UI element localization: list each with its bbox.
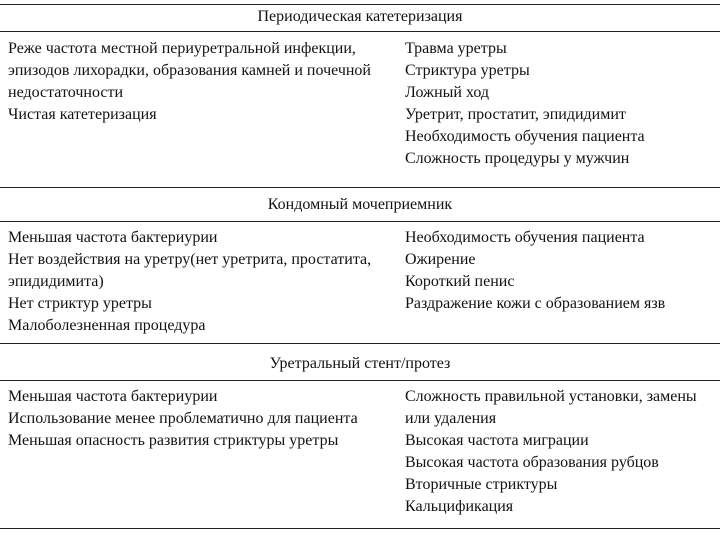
list-item: Вторичные стриктуры (405, 476, 558, 493)
list-item: Раздражение кожи с образованием язв (405, 295, 666, 312)
list-item: Сложность правильной установки, замены (405, 388, 697, 405)
list-item: эпизодов лихорадки, образования камней и почечной (8, 62, 371, 79)
advantages-list (8, 386, 393, 452)
section-rule (0, 343, 720, 344)
section-rule (0, 221, 720, 222)
list-item: Травма уретры (405, 40, 507, 57)
list-item: Короткий пенис (405, 273, 515, 290)
list-item: Уретрит, простатит, эпидидимит (405, 106, 626, 123)
list-item: Необходимость обучения пациента (405, 229, 645, 246)
disadvantages-list (405, 227, 710, 315)
section-title: Периодическая катетеризация (257, 8, 463, 25)
table-top-rule (0, 4, 720, 5)
disadvantages-list (405, 38, 710, 170)
disadvantages-list (405, 386, 710, 518)
section-rule (0, 31, 720, 32)
list-item: Малоболезненная процедура (8, 317, 206, 334)
list-item: Кальцификация (405, 498, 514, 515)
list-item: или удаления (405, 410, 497, 427)
list-item: Ожирение (405, 251, 476, 268)
section-title: Кондомный мочеприемник (267, 196, 453, 213)
list-item: недостаточности (8, 84, 123, 101)
table-bottom-rule (0, 528, 720, 529)
advantages-list (8, 38, 393, 126)
list-item: Меньшая опасность развития стриктуры уретры (8, 432, 339, 449)
list-item: Чистая катетеризация (8, 106, 157, 123)
list-item: эпидидимита) (8, 273, 104, 290)
section-title: Уретральный стент/протез (269, 355, 451, 372)
section-rule (0, 187, 720, 188)
list-item: Сложность процедуры у мужчин (405, 150, 630, 167)
list-item: Нет воздействия на уретру(нет уретрита, простатита, (8, 251, 372, 268)
advantages-list (8, 227, 393, 337)
list-item: Использование менее проблематично для пациента (8, 410, 358, 427)
list-item: Стриктура уретры (405, 62, 530, 79)
section-rule (0, 380, 720, 381)
list-item: Необходимость обучения пациента (405, 128, 645, 145)
list-item: Нет стриктур уретры (8, 295, 152, 312)
list-item: Меньшая частота бактериурии (8, 388, 218, 405)
list-item: Высокая частота миграции (405, 432, 589, 449)
list-item: Меньшая частота бактериурии (8, 229, 218, 246)
list-item: Реже частота местной периуретральной инфекции, (8, 40, 356, 57)
list-item: Ложный ход (405, 84, 490, 101)
list-item: Высокая частота образования рубцов (405, 454, 659, 471)
